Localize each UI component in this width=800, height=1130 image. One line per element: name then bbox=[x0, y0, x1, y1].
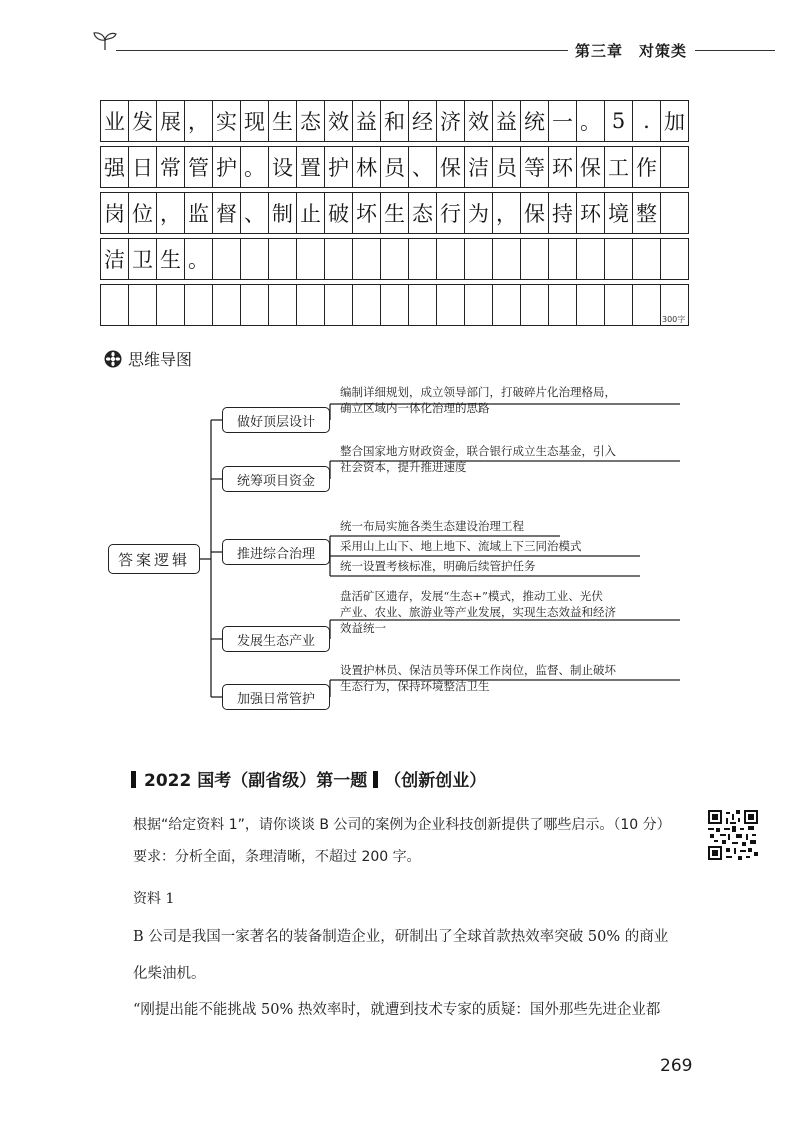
answer-grid-cell: 、 bbox=[409, 147, 437, 187]
answer-grid-cell: 益 bbox=[353, 101, 381, 141]
answer-grid-cell bbox=[353, 239, 381, 279]
material-label: 资料 1 bbox=[133, 891, 175, 907]
answer-grid-cell: 破 bbox=[325, 193, 353, 233]
answer-grid-cell: 保 bbox=[577, 147, 605, 187]
mind-map-branch: 推进综合治理 bbox=[222, 539, 330, 565]
answer-grid-cell: 生 bbox=[157, 239, 185, 279]
answer-grid-cell bbox=[465, 285, 493, 325]
answer-grid-cell: ， bbox=[185, 101, 213, 141]
mind-map-leaf-text: 设置护林员、保洁员等环保工作岗位，监督、制止破坏 bbox=[340, 663, 616, 677]
question-title-text: 2022 国考（副省级）第一题 bbox=[144, 771, 368, 791]
answer-grid-cell bbox=[605, 285, 633, 325]
answer-grid-cell: 态 bbox=[409, 193, 437, 233]
material-paragraph-line: “刚提出能不能挑战 50% 热效率时，就遭到技术专家的质疑：国外那些先进企业都 bbox=[133, 1002, 661, 1018]
mind-map-branch: 加强日常管护 bbox=[222, 684, 330, 710]
answer-grid-cell: 行 bbox=[437, 193, 465, 233]
answer-grid-cell bbox=[577, 239, 605, 279]
answer-grid-cell: 员 bbox=[493, 147, 521, 187]
answer-grid-cell: . bbox=[633, 101, 661, 141]
answer-grid-cell: 督 bbox=[213, 193, 241, 233]
answer-grid-cell bbox=[325, 285, 353, 325]
answer-grid-cell: 工 bbox=[605, 147, 633, 187]
answer-grid-cell: 强 bbox=[101, 147, 129, 187]
mind-map-leaf-text: 产业、农业、旅游业等产业发展，实现生态效益和经济 bbox=[340, 605, 616, 619]
answer-grid-cell bbox=[493, 239, 521, 279]
mind-map-title: 思维导图 bbox=[128, 350, 193, 369]
answer-grid-cell bbox=[157, 285, 185, 325]
question-tag: （创新创业） bbox=[384, 771, 487, 791]
answer-grid-cell bbox=[465, 239, 493, 279]
answer-grid-cell bbox=[521, 285, 549, 325]
mind-map-branch: 发展生态产业 bbox=[222, 626, 330, 652]
answer-grid-cell bbox=[577, 285, 605, 325]
answer-grid-cell: 保 bbox=[521, 193, 549, 233]
mind-map-leaf-text: 整合国家地方财政资金，联合银行成立生态基金，引入 bbox=[340, 444, 616, 458]
answer-grid-cell: 现 bbox=[241, 101, 269, 141]
answer-grid-cell: 环 bbox=[549, 147, 577, 187]
mind-map-leaf-text: 盘活矿区遗存，发展“生态+”模式，推动工业、光伏 bbox=[340, 589, 603, 603]
answer-grid-cell: ， bbox=[493, 193, 521, 233]
answer-grid-cell: 效 bbox=[465, 101, 493, 141]
answer-grid-cell: 5 bbox=[605, 101, 633, 141]
answer-grid-cell bbox=[269, 285, 297, 325]
answer-grid-cell: 整 bbox=[633, 193, 661, 233]
mind-map-branch: 做好顶层设计 bbox=[222, 407, 330, 433]
answer-grid-cell: 洁 bbox=[465, 147, 493, 187]
answer-grid-cell bbox=[493, 285, 521, 325]
answer-grid-cell: 实 bbox=[213, 101, 241, 141]
answer-grid-cell: 卫 bbox=[129, 239, 157, 279]
answer-grid-cell: 和 bbox=[381, 101, 409, 141]
mind-map-branch: 统筹项目资金 bbox=[222, 466, 330, 492]
answer-grid-cell bbox=[241, 285, 269, 325]
answer-grid-cell: 。 bbox=[185, 239, 213, 279]
answer-grid-cell bbox=[661, 239, 689, 279]
answer-grid-cell: 为 bbox=[465, 193, 493, 233]
answer-grid-cell: 经 bbox=[409, 101, 437, 141]
answer-grid-cell: 管 bbox=[185, 147, 213, 187]
answer-grid-cell: 监 bbox=[185, 193, 213, 233]
answer-grid-cell: 业 bbox=[101, 101, 129, 141]
answer-grid-cell: 。 bbox=[241, 147, 269, 187]
answer-grid-cell: 发 bbox=[129, 101, 157, 141]
answer-grid-cell bbox=[241, 239, 269, 279]
answer-grid-cell: 加 bbox=[661, 101, 689, 141]
chapter-title: 第三章 对策类 bbox=[575, 42, 688, 60]
answer-grid-cell: 置 bbox=[297, 147, 325, 187]
answer-grid-cell bbox=[409, 239, 437, 279]
answer-grid-cell: 洁 bbox=[101, 239, 129, 279]
question-prompt: 根据“给定资料 1”，请你谈谈 B 公司的案例为企业科技创新提供了哪些启示。（10 分） bbox=[133, 817, 671, 833]
answer-grid-cell bbox=[661, 193, 689, 233]
answer-grid-cell: 生 bbox=[381, 193, 409, 233]
mind-map-leaf-text: 采用山上山下、地上地下、流域上下三同治模式 bbox=[340, 539, 582, 553]
answer-grid-row bbox=[100, 238, 689, 280]
answer-grid-cell bbox=[213, 239, 241, 279]
sprout-icon bbox=[92, 30, 118, 52]
answer-grid-cell bbox=[605, 239, 633, 279]
answer-grid-cell bbox=[185, 285, 213, 325]
answer-grid-cell bbox=[633, 285, 661, 325]
answer-grid-cell: 日 bbox=[129, 147, 157, 187]
answer-grid-cell bbox=[549, 285, 577, 325]
answer-grid-cell: 益 bbox=[493, 101, 521, 141]
answer-grid-cell bbox=[549, 239, 577, 279]
question-requirement: 要求：分析全面，条理清晰，不超过 200 字。 bbox=[133, 849, 421, 865]
answer-grid-cell: 效 bbox=[325, 101, 353, 141]
answer-grid-cell: ， bbox=[157, 193, 185, 233]
answer-grid-cell: 态 bbox=[297, 101, 325, 141]
answer-grid-cell: 作 bbox=[633, 147, 661, 187]
answer-grid-cell: 环 bbox=[577, 193, 605, 233]
answer-grid-cell bbox=[633, 239, 661, 279]
answer-grid-cell: 生 bbox=[269, 101, 297, 141]
answer-grid-cell: 护 bbox=[325, 147, 353, 187]
answer-grid-row bbox=[100, 146, 689, 188]
answer-grid-cell: 岗 bbox=[101, 193, 129, 233]
mind-map-root: 答案逻辑 bbox=[108, 544, 200, 574]
answer-grid-cell: 常 bbox=[157, 147, 185, 187]
page-number: 269 bbox=[660, 1056, 693, 1076]
header-rule-left bbox=[116, 50, 568, 51]
mind-map-heading bbox=[104, 347, 192, 370]
answer-grid-cell: 境 bbox=[605, 193, 633, 233]
answer-grid-cell bbox=[437, 239, 465, 279]
answer-grid-cell bbox=[297, 285, 325, 325]
answer-grid-cell bbox=[353, 285, 381, 325]
mind-map-leaf-text: 效益统一 bbox=[340, 621, 386, 635]
answer-grid-cell bbox=[101, 285, 129, 325]
header-rule-right bbox=[695, 50, 775, 51]
answer-grid-cell bbox=[325, 239, 353, 279]
answer-grid-row bbox=[100, 284, 689, 326]
word-count-label: 300字 bbox=[662, 315, 686, 324]
mind-map-leaf-text: 统一设置考核标准，明确后续管护任务 bbox=[340, 559, 536, 573]
mind-map-leaf-text: 编制详细规划，成立领导部门，打破碎片化治理格局， bbox=[340, 385, 616, 399]
title-bar-mark bbox=[131, 771, 136, 788]
answer-grid-cell: 林 bbox=[353, 147, 381, 187]
answer-grid-cell bbox=[409, 285, 437, 325]
mind-map-leaf-text: 确立区域内一体化治理的思路 bbox=[340, 401, 490, 415]
flower-badge-icon bbox=[104, 350, 122, 368]
mind-map-leaf-text: 统一布局实施各类生态建设治理工程 bbox=[340, 519, 524, 533]
answer-grid-cell: 济 bbox=[437, 101, 465, 141]
answer-grid-cell: 制 bbox=[269, 193, 297, 233]
answer-grid-cell bbox=[437, 285, 465, 325]
answer-grid-cell: 持 bbox=[549, 193, 577, 233]
answer-grid-cell bbox=[381, 285, 409, 325]
answer-grid-cell: 等 bbox=[521, 147, 549, 187]
answer-grid-cell: 员 bbox=[381, 147, 409, 187]
material-paragraph-line: B 公司是我国一家著名的装备制造企业，研制出了全球首款热效率突破 50% 的商业 bbox=[133, 929, 669, 945]
answer-grid-cell bbox=[521, 239, 549, 279]
answer-grid-cell: 坏 bbox=[353, 193, 381, 233]
answer-grid-row bbox=[100, 192, 689, 234]
answer-grid-cell: 位 bbox=[129, 193, 157, 233]
answer-grid-cell: 护 bbox=[213, 147, 241, 187]
mind-map-leaf-text: 生态行为，保持环境整洁卫生 bbox=[340, 679, 490, 693]
answer-grid-cell bbox=[297, 239, 325, 279]
qr-code-icon bbox=[708, 810, 758, 860]
answer-grid-cell: 统 bbox=[521, 101, 549, 141]
answer-grid-cell: 设 bbox=[269, 147, 297, 187]
answer-grid-cell: 。 bbox=[577, 101, 605, 141]
material-paragraph-line: 化柴油机。 bbox=[133, 966, 206, 982]
answer-grid-cell: 展 bbox=[157, 101, 185, 141]
answer-grid-cell: 、 bbox=[241, 193, 269, 233]
answer-grid-cell bbox=[381, 239, 409, 279]
answer-grid-cell: 保 bbox=[437, 147, 465, 187]
question-title bbox=[131, 766, 486, 791]
answer-grid-row bbox=[100, 100, 689, 142]
answer-grid-cell: 一 bbox=[549, 101, 577, 141]
answer-grid-cell bbox=[129, 285, 157, 325]
answer-grid-cell bbox=[213, 285, 241, 325]
answer-grid-cell: 止 bbox=[297, 193, 325, 233]
answer-grid-cell bbox=[269, 239, 297, 279]
answer-grid-cell bbox=[661, 147, 689, 187]
mind-map-leaf-text: 社会资本，提升推进速度 bbox=[340, 460, 467, 474]
title-bar-mark bbox=[373, 771, 378, 788]
